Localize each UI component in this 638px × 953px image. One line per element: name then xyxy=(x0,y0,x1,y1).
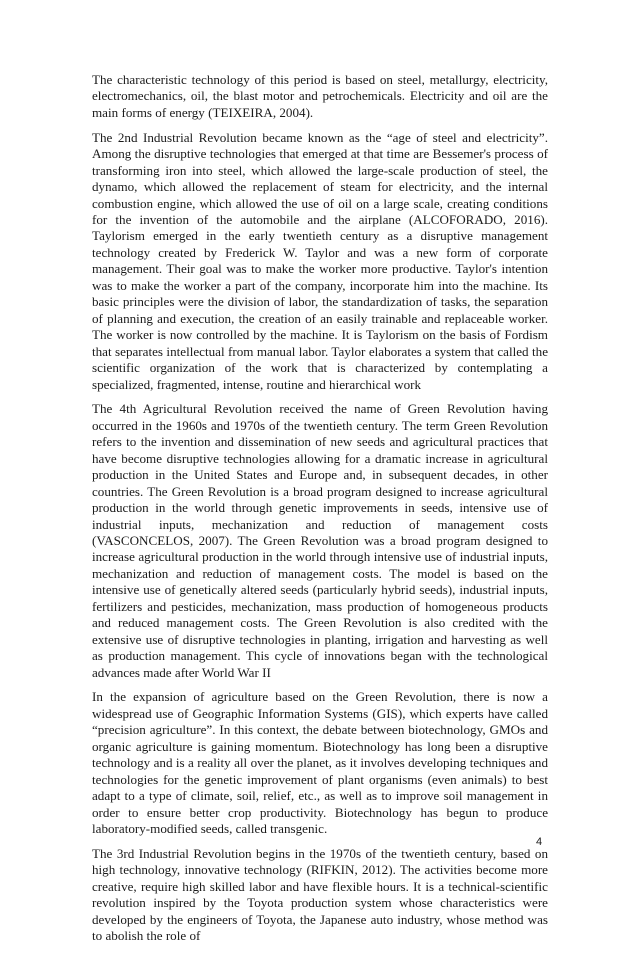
page-number: 4 xyxy=(536,836,543,848)
paragraph-5: The 3rd Industrial Revolution begins in the 1970s of the twentieth century, based on high technology, innovative technology (RIFKIN, 2012). The activities become more creative, require high skilled labor and have flexible hours. It is a technical-scientific revolution inspired by the Toyota production system whose characteristics were developed by the engineers of Toyota, the Japanese auto industry, whose method was to abolish the role of xyxy=(92,845,548,944)
paragraph-1: The characteristic technology of this period is based on steel, metallurgy, electricity, electromechanics, oil, the blast motor and petrochemicals. Electricity and oil are the main forms of energy (TEIXEIRA, 2004). xyxy=(92,72,548,120)
paragraph-4: In the expansion of agriculture based on the Green Revolution, there is now a widespread use of Geographic Information Systems (GIS), which experts have called “precision agriculture”. In this context, the debate between biotechnology, GMOs and organic agriculture is gaining momentum. Biotechnology has long been a disruptive technology and is a reality all over the planet, as it involves developing techniques and technologies for the genetic improvement of plant organisms (even animals) to best adapt to a type of climate, soil, relief, etc., as well as to improve soil management in order to ensure better crop productivity. Biotechnology has begun to produce laboratory-modified seeds, called transgenic. xyxy=(92,689,548,837)
paragraph-3: The 4th Agricultural Revolution received the name of Green Revolution having occurred in the 1960s and 1970s of the twentieth century. The term Green Revolution refers to the invention and dissemination of new seeds and agricultural practices that have become disruptive technologies allowing for a dramatic increase in agricultural production in the United States and Europe and, in subsequent decades, in other countries. The Green Revolution is a broad program designed to increase agricultural production in the world through genetic improvements in seeds, intensive use of industrial inputs, mechanization and reduction of management costs (VASCONCELOS, 2007). The Green Revolution was a broad program designed to increase agricultural production in the world through intensive use of industrial inputs, mechanization and reduction of management costs. The model is based on the intensive use of genetically altered seeds (particularly hybrid seeds), industrial inputs, fertilizers and pesticides, mechanization, mass production of homogeneous products and reduced management costs. The Green Revolution is also credited with the extensive use of disruptive technologies in planting, irrigation and harvesting as well as production management. This cycle of innovations began with the technological advances made after World War II xyxy=(92,401,548,680)
body-text xyxy=(92,72,548,953)
paragraph-2: The 2nd Industrial Revolution became known as the “age of steel and electricity”. Among the disruptive technologies that emerged at that time are Bessemer's process of transforming iron into steel, which allowed the large-scale production of steel, the dynamo, which allowed the replacement of steam for electricity, and the internal combustion engine, which allowed the use of oil on a large scale, creating conditions for the invention of the automobile and the airplane (ALCOFORADO, 2016). Taylorism emerged in the early twentieth century as a disruptive management technology created by Frederick W. Taylor and was a new form of corporate management. Their goal was to make the worker more productive. Taylor's intention was to make the worker a part of the company, incorporate him into the machine. Its basic principles were the division of labor, the standardization of tasks, the separation of planning and execution, the creation of an easily trainable and replaceable worker. The worker is now controlled by the machine. It is Taylorism on the basis of Fordism that separates intellectual from manual labor. Taylor elaborates a system that called the scientific organization of the work that is characterized by contemplating a specialized, fragmented, intense, routine and hierarchical work xyxy=(92,129,548,392)
